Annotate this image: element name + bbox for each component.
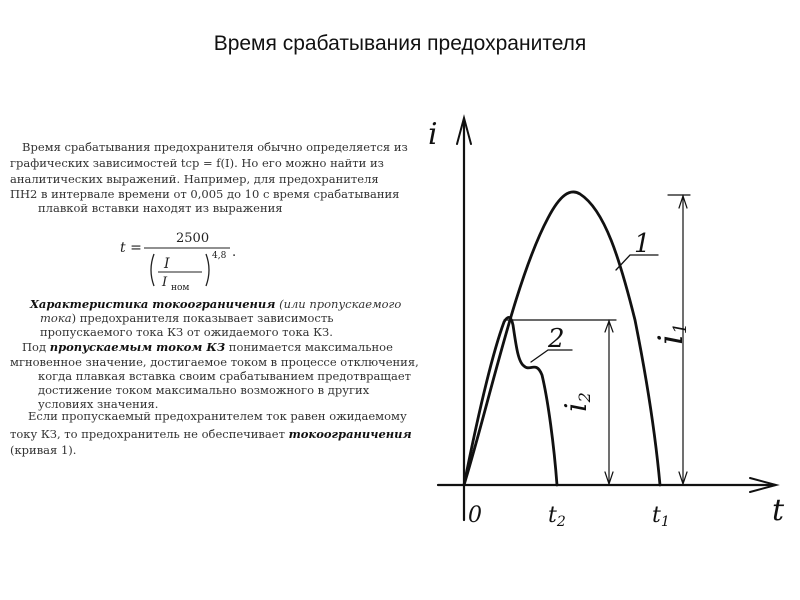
paragraph-1-line-2: графических зависимостей tср = f(I). Но его можно найти из	[10, 156, 384, 170]
paragraph-4-line-3: (кривая 1).	[10, 443, 77, 457]
t1-label: t1	[652, 503, 670, 530]
graph-svg	[420, 100, 800, 540]
paragraph-4-prefix: току КЗ, то предохранитель не обеспечивает	[10, 427, 289, 441]
current-limiting-graph	[420, 100, 800, 540]
origin-label: 0	[468, 503, 482, 528]
paragraph-4-line-2	[10, 427, 412, 442]
formula-numerator: 2500	[176, 231, 210, 246]
paragraph-3-line-4: достижение током максимально возможного в других	[38, 383, 370, 397]
paragraph-1-line-5: плавкой вставки находят из выражения	[38, 201, 283, 215]
fuse-time-formula	[118, 224, 258, 294]
curve-2	[464, 317, 557, 485]
paragraph-2-tok: тока	[40, 311, 72, 325]
paragraph-2-line-1	[30, 297, 401, 312]
slide-title: Время срабатывания предохранителя	[213, 32, 587, 55]
paragraph-1-line-3: аналитических выражений. Например, для предохранителя	[10, 172, 379, 186]
paragraph-4-line-1: Если пропускаемый предохранителем ток равен ожидаемому	[28, 409, 407, 423]
t2-label: t2	[548, 503, 566, 530]
paragraph-2-line-2	[40, 311, 333, 326]
let-through-current-term: пропускаемым током КЗ	[49, 340, 226, 354]
formula-nom-subscript: ном	[171, 283, 190, 293]
curve-2-label: 2	[548, 324, 565, 354]
paragraph-2-line-3: пропускаемого тока КЗ от ожидаемого тока КЗ.	[40, 325, 333, 339]
paragraph-1-line-1: Время срабатывания предохранителя обычно определяется из	[22, 140, 408, 154]
x-axis-label: t	[772, 493, 785, 528]
paragraph-3-line-1	[22, 340, 393, 355]
formula-lhs: t =	[120, 240, 142, 256]
curve-1-label: 1	[634, 229, 651, 259]
paragraph-3-rest: понимается максимальное	[225, 340, 393, 354]
current-limiting-term-2: токоограничения	[288, 427, 412, 441]
i2-label: i2	[559, 392, 594, 412]
paragraph-2-paren: (или пропускаемого	[275, 297, 402, 311]
formula-exponent: 4,8	[212, 251, 227, 261]
formula-graphic	[118, 224, 258, 294]
i1-label: i1	[651, 322, 691, 345]
y-axis-label: i	[428, 117, 438, 152]
paragraph-3-line-5: условиях значения.	[38, 397, 159, 411]
formula-dot: .	[232, 245, 237, 260]
paragraph-2-line-2-rest: ) предохранителя показывает зависимость	[71, 311, 334, 325]
paragraph-3-prefix: Под	[22, 340, 50, 354]
current-limiting-term: Характеристика токоограничения	[30, 297, 276, 311]
formula-rated-current: I	[162, 275, 168, 290]
paragraph-1-line-4: ПН2 в интервале времени от 0,005 до 10 с время срабатывания	[10, 187, 400, 201]
paragraph-3-line-3: когда плавкая вставка своим срабатыванием предотвращает	[38, 369, 412, 383]
formula-current: I	[164, 256, 170, 272]
paragraph-3-line-2: мгновенное значение, достигаемое током в процессе отключения,	[10, 355, 419, 369]
